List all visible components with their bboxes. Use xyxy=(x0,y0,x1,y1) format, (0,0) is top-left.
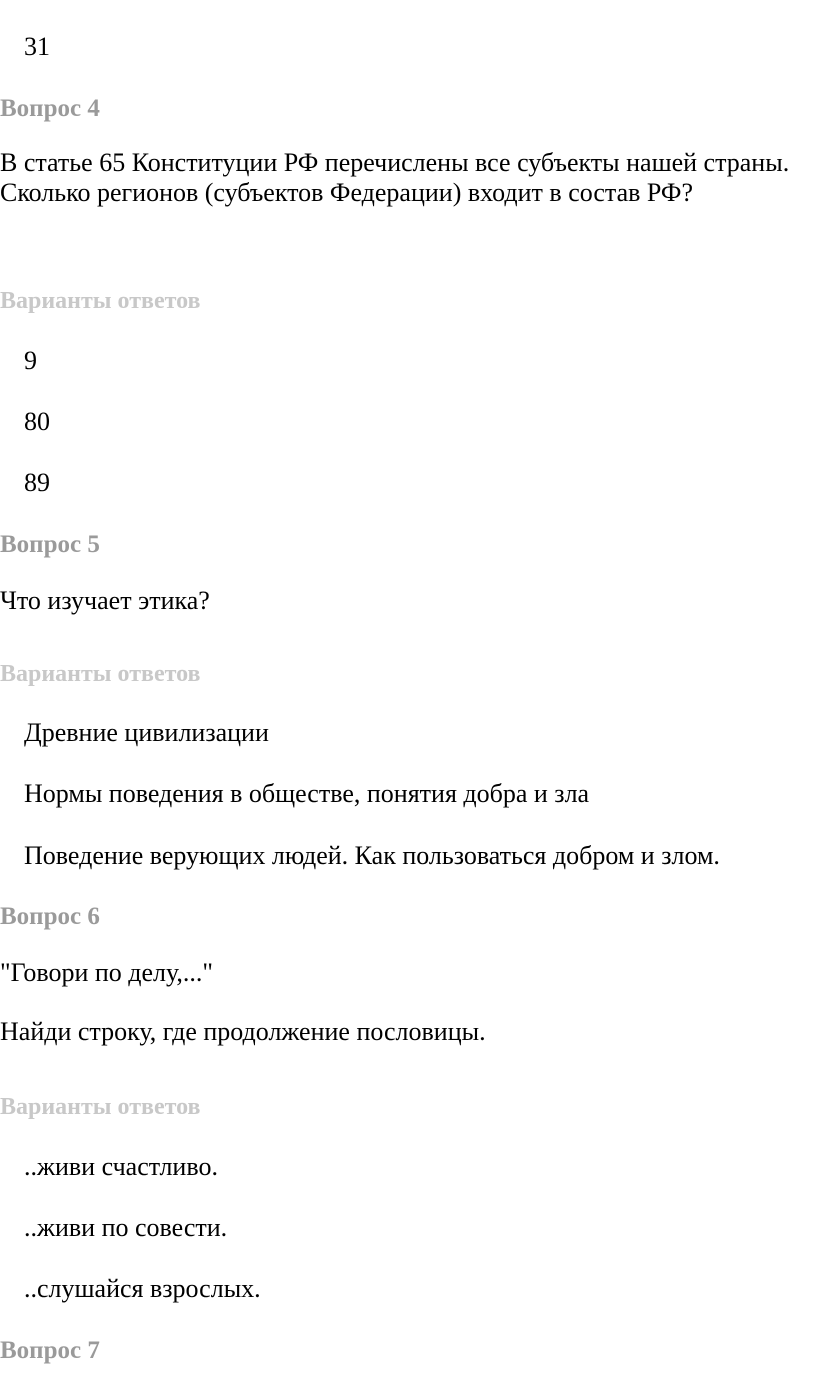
question-5-variants-heading: Варианты ответов xyxy=(0,661,201,687)
question-4-heading: Вопрос 4 xyxy=(0,95,100,122)
question-4-variants-heading: Варианты ответов xyxy=(0,288,201,314)
question-7-heading: Вопрос 7 xyxy=(0,1337,100,1364)
question-6-heading: Вопрос 6 xyxy=(0,903,100,930)
question-4-answer-option[interactable]: 89 xyxy=(24,468,50,497)
question-5-answer-option[interactable]: Древние цивилизации xyxy=(24,718,269,747)
question-6-answer-option[interactable]: ..живи по совести. xyxy=(24,1213,228,1242)
question-6-variants-heading: Варианты ответов xyxy=(0,1094,201,1120)
question-6-instruction: Найди строку, где продолжение пословицы. xyxy=(0,1017,486,1046)
question-6-proverb: "Говори по делу,..." xyxy=(0,958,214,987)
previous-answer-option[interactable]: 31 xyxy=(24,32,50,61)
question-4-text: В статье 65 Конституции РФ перечислены все субъекты нашей страны. Сколько регионов (субъектов Федерации) входит в состав РФ? xyxy=(0,148,790,207)
question-5-answer-option[interactable]: Поведение верующих людей. Как пользоваться добром и злом. xyxy=(24,841,720,870)
question-6-answer-option[interactable]: ..живи счастливо. xyxy=(24,1152,218,1181)
question-4-answer-option[interactable]: 9 xyxy=(24,346,37,375)
question-5-answer-option[interactable]: Нормы поведения в обществе, понятия добра и зла xyxy=(24,779,590,808)
question-5-text: Что изучает этика? xyxy=(0,586,210,615)
question-4-answer-option[interactable]: 80 xyxy=(24,407,50,436)
question-6-answer-option[interactable]: ..слушайся взрослых. xyxy=(24,1274,261,1303)
question-5-heading: Вопрос 5 xyxy=(0,531,100,558)
